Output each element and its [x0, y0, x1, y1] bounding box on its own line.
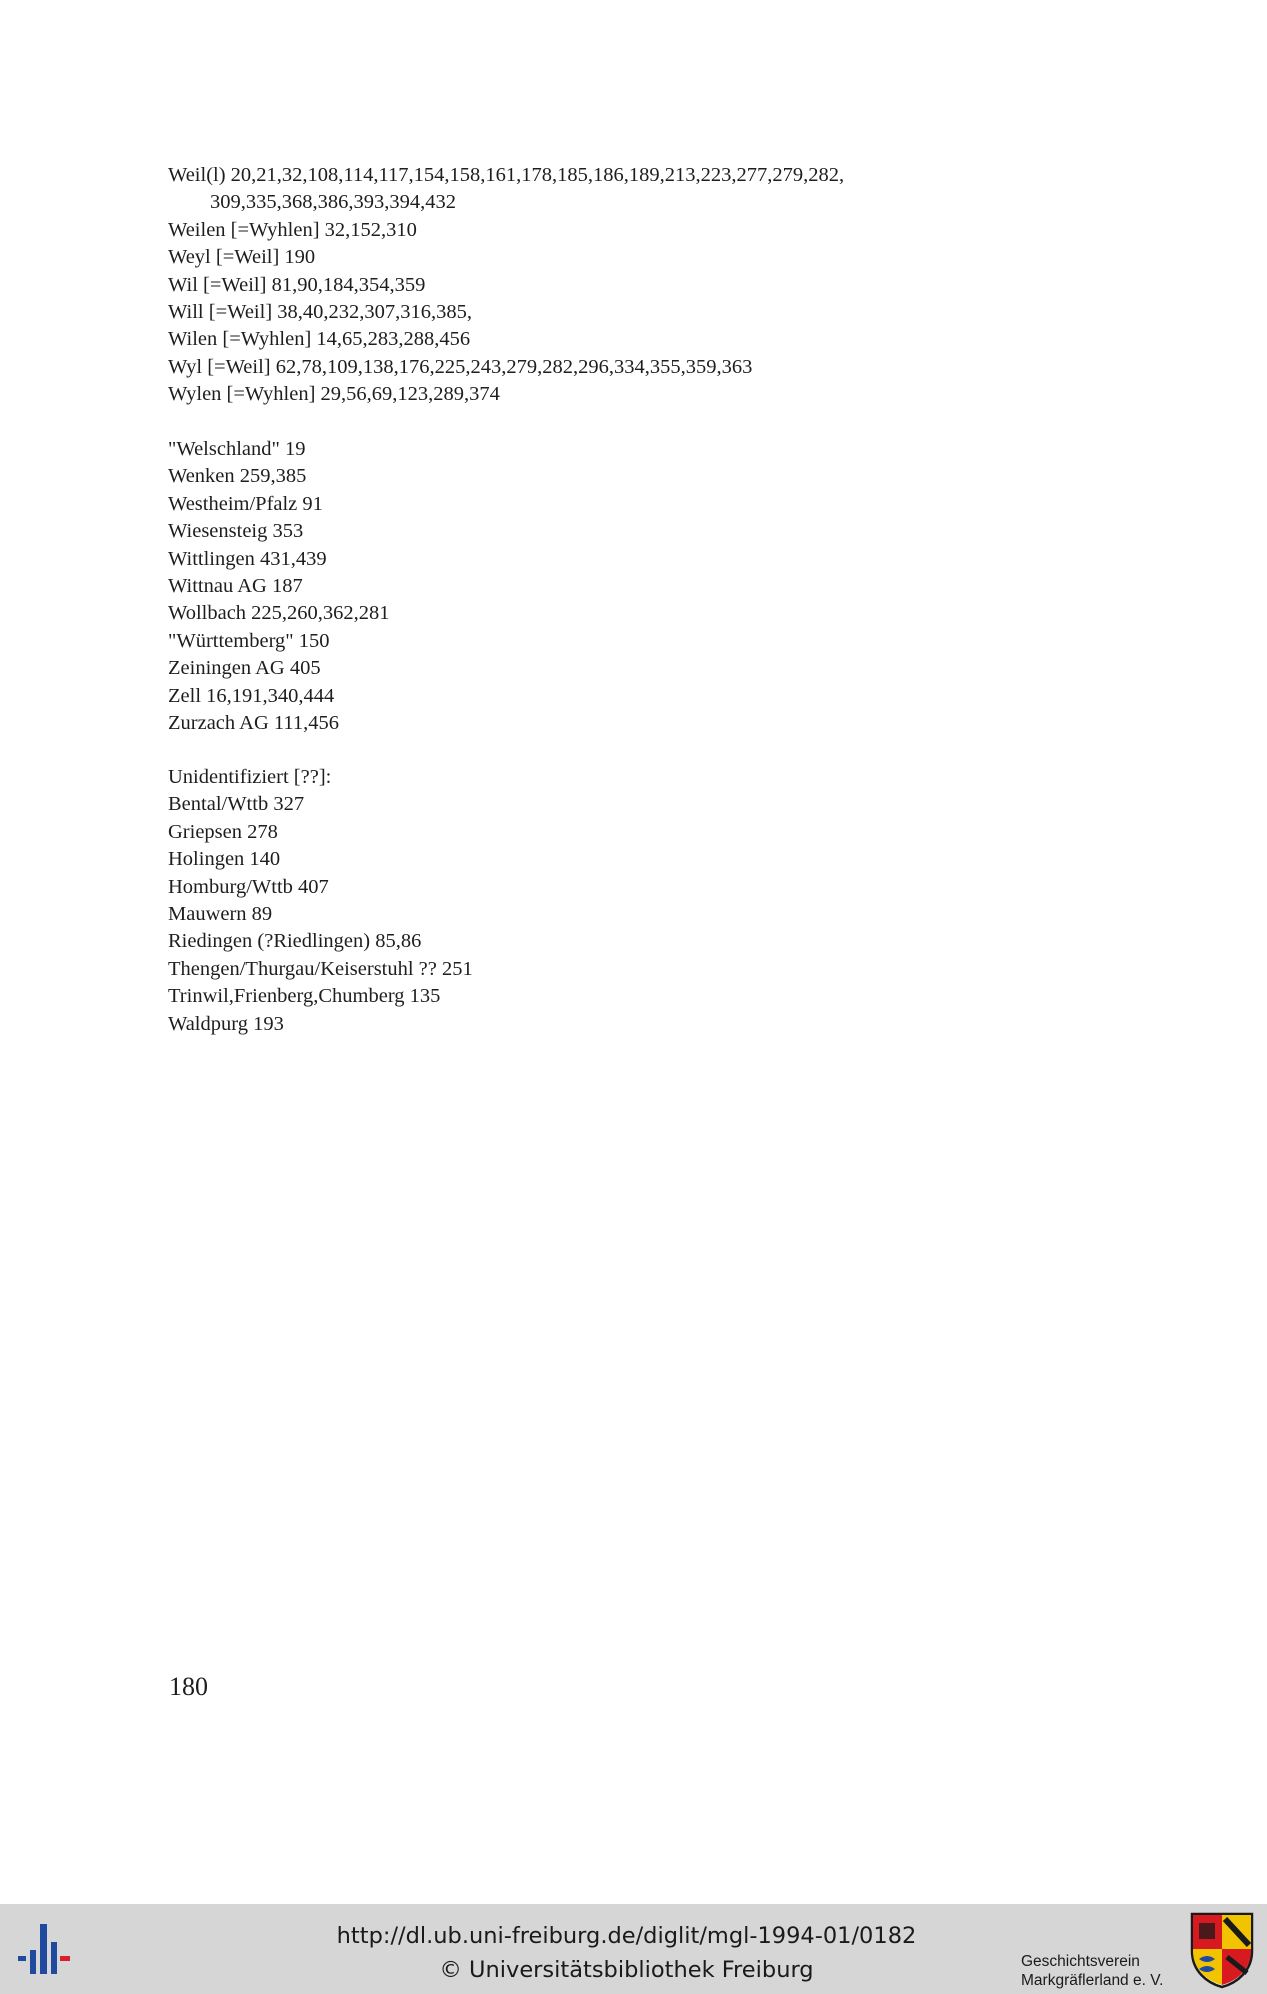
index-entry: Wyl [=Weil] 62,78,109,138,176,225,243,279,282,296,334,355,359,363: [168, 355, 753, 378]
index-entry: Riedingen (?Riedlingen) 85,86: [168, 930, 422, 953]
index-entry: Westheim/Pfalz 91: [168, 492, 323, 515]
index-entry: Wylen [=Wyhlen] 29,56,69,123,289,374: [168, 383, 500, 406]
index-entry: Bental/Wttb 327: [168, 793, 305, 816]
index-entry: Wilen [=Wyhlen] 14,65,283,288,456: [168, 328, 471, 351]
index-entry: Homburg/Wttb 407: [168, 875, 329, 898]
society-name: [1021, 1952, 1163, 1990]
index-entry: Wollbach 225,260,362,281: [168, 602, 390, 625]
index-entry: Weil(l) 20,21,32,108,114,117,154,158,161,178,185,186,189,213,223,277,279,282,: [168, 164, 845, 186]
copyright-text: © Universitätsbibliothek Freiburg: [439, 1957, 814, 1983]
index-entry: Wittnau AG 187: [168, 575, 303, 598]
index-entry: Zell 16,191,340,444: [168, 684, 335, 707]
index-entry: Wenken 259,385: [168, 465, 307, 488]
index-entry: Trinwil,Frienberg,Chumberg 135: [168, 985, 441, 1008]
index-entry: Zeiningen AG 405: [168, 657, 321, 680]
index-group-weil: [168, 162, 844, 409]
index-entry: Zurzach AG 111,456: [168, 712, 339, 735]
society-name-line1: Geschichtsverein: [1021, 1953, 1140, 1970]
coat-of-arms-icon: [1189, 1911, 1255, 1989]
footer-bar: [0, 1904, 1267, 1994]
index-entry: "Württemberg" 150: [168, 629, 330, 652]
index-entry: Thengen/Thurgau/Keiserstuhl ?? 251: [168, 957, 473, 980]
ub-freiburg-logo-icon[interactable]: [16, 1920, 78, 1978]
document-url-link[interactable]: http://dl.ub.uni-freiburg.de/diglit/mgl-1994-01/0182: [336, 1923, 917, 1949]
index-entry: Griepsen 278: [168, 820, 278, 843]
index-entry: Holingen 140: [168, 848, 281, 871]
index-entry: Waldpurg 193: [168, 1012, 284, 1035]
index-entry: Weyl [=Weil] 190: [168, 246, 316, 269]
index-entry: "Welschland" 19: [168, 438, 306, 460]
index-entry: Will [=Weil] 38,40,232,307,316,385,: [168, 301, 473, 324]
page-number: 180: [169, 1672, 208, 1701]
index-entry: Wiesensteig 353: [168, 520, 304, 543]
index-entry: Mauwern 89: [168, 903, 273, 926]
index-section-heading: Unidentifiziert [??]:: [168, 766, 332, 788]
index-entry: Wittlingen 431,439: [168, 547, 327, 570]
index-group-unidentified: [168, 764, 473, 1038]
index-group-w-z: [168, 436, 390, 737]
society-name-line2: Markgräflerland e. V.: [1021, 1972, 1164, 1989]
index-entry: Wil [=Weil] 81,90,184,354,359: [168, 273, 426, 296]
index-entry: Weilen [=Wyhlen] 32,152,310: [168, 218, 417, 241]
index-entry-continuation: 309,335,368,386,393,394,432: [210, 191, 456, 214]
